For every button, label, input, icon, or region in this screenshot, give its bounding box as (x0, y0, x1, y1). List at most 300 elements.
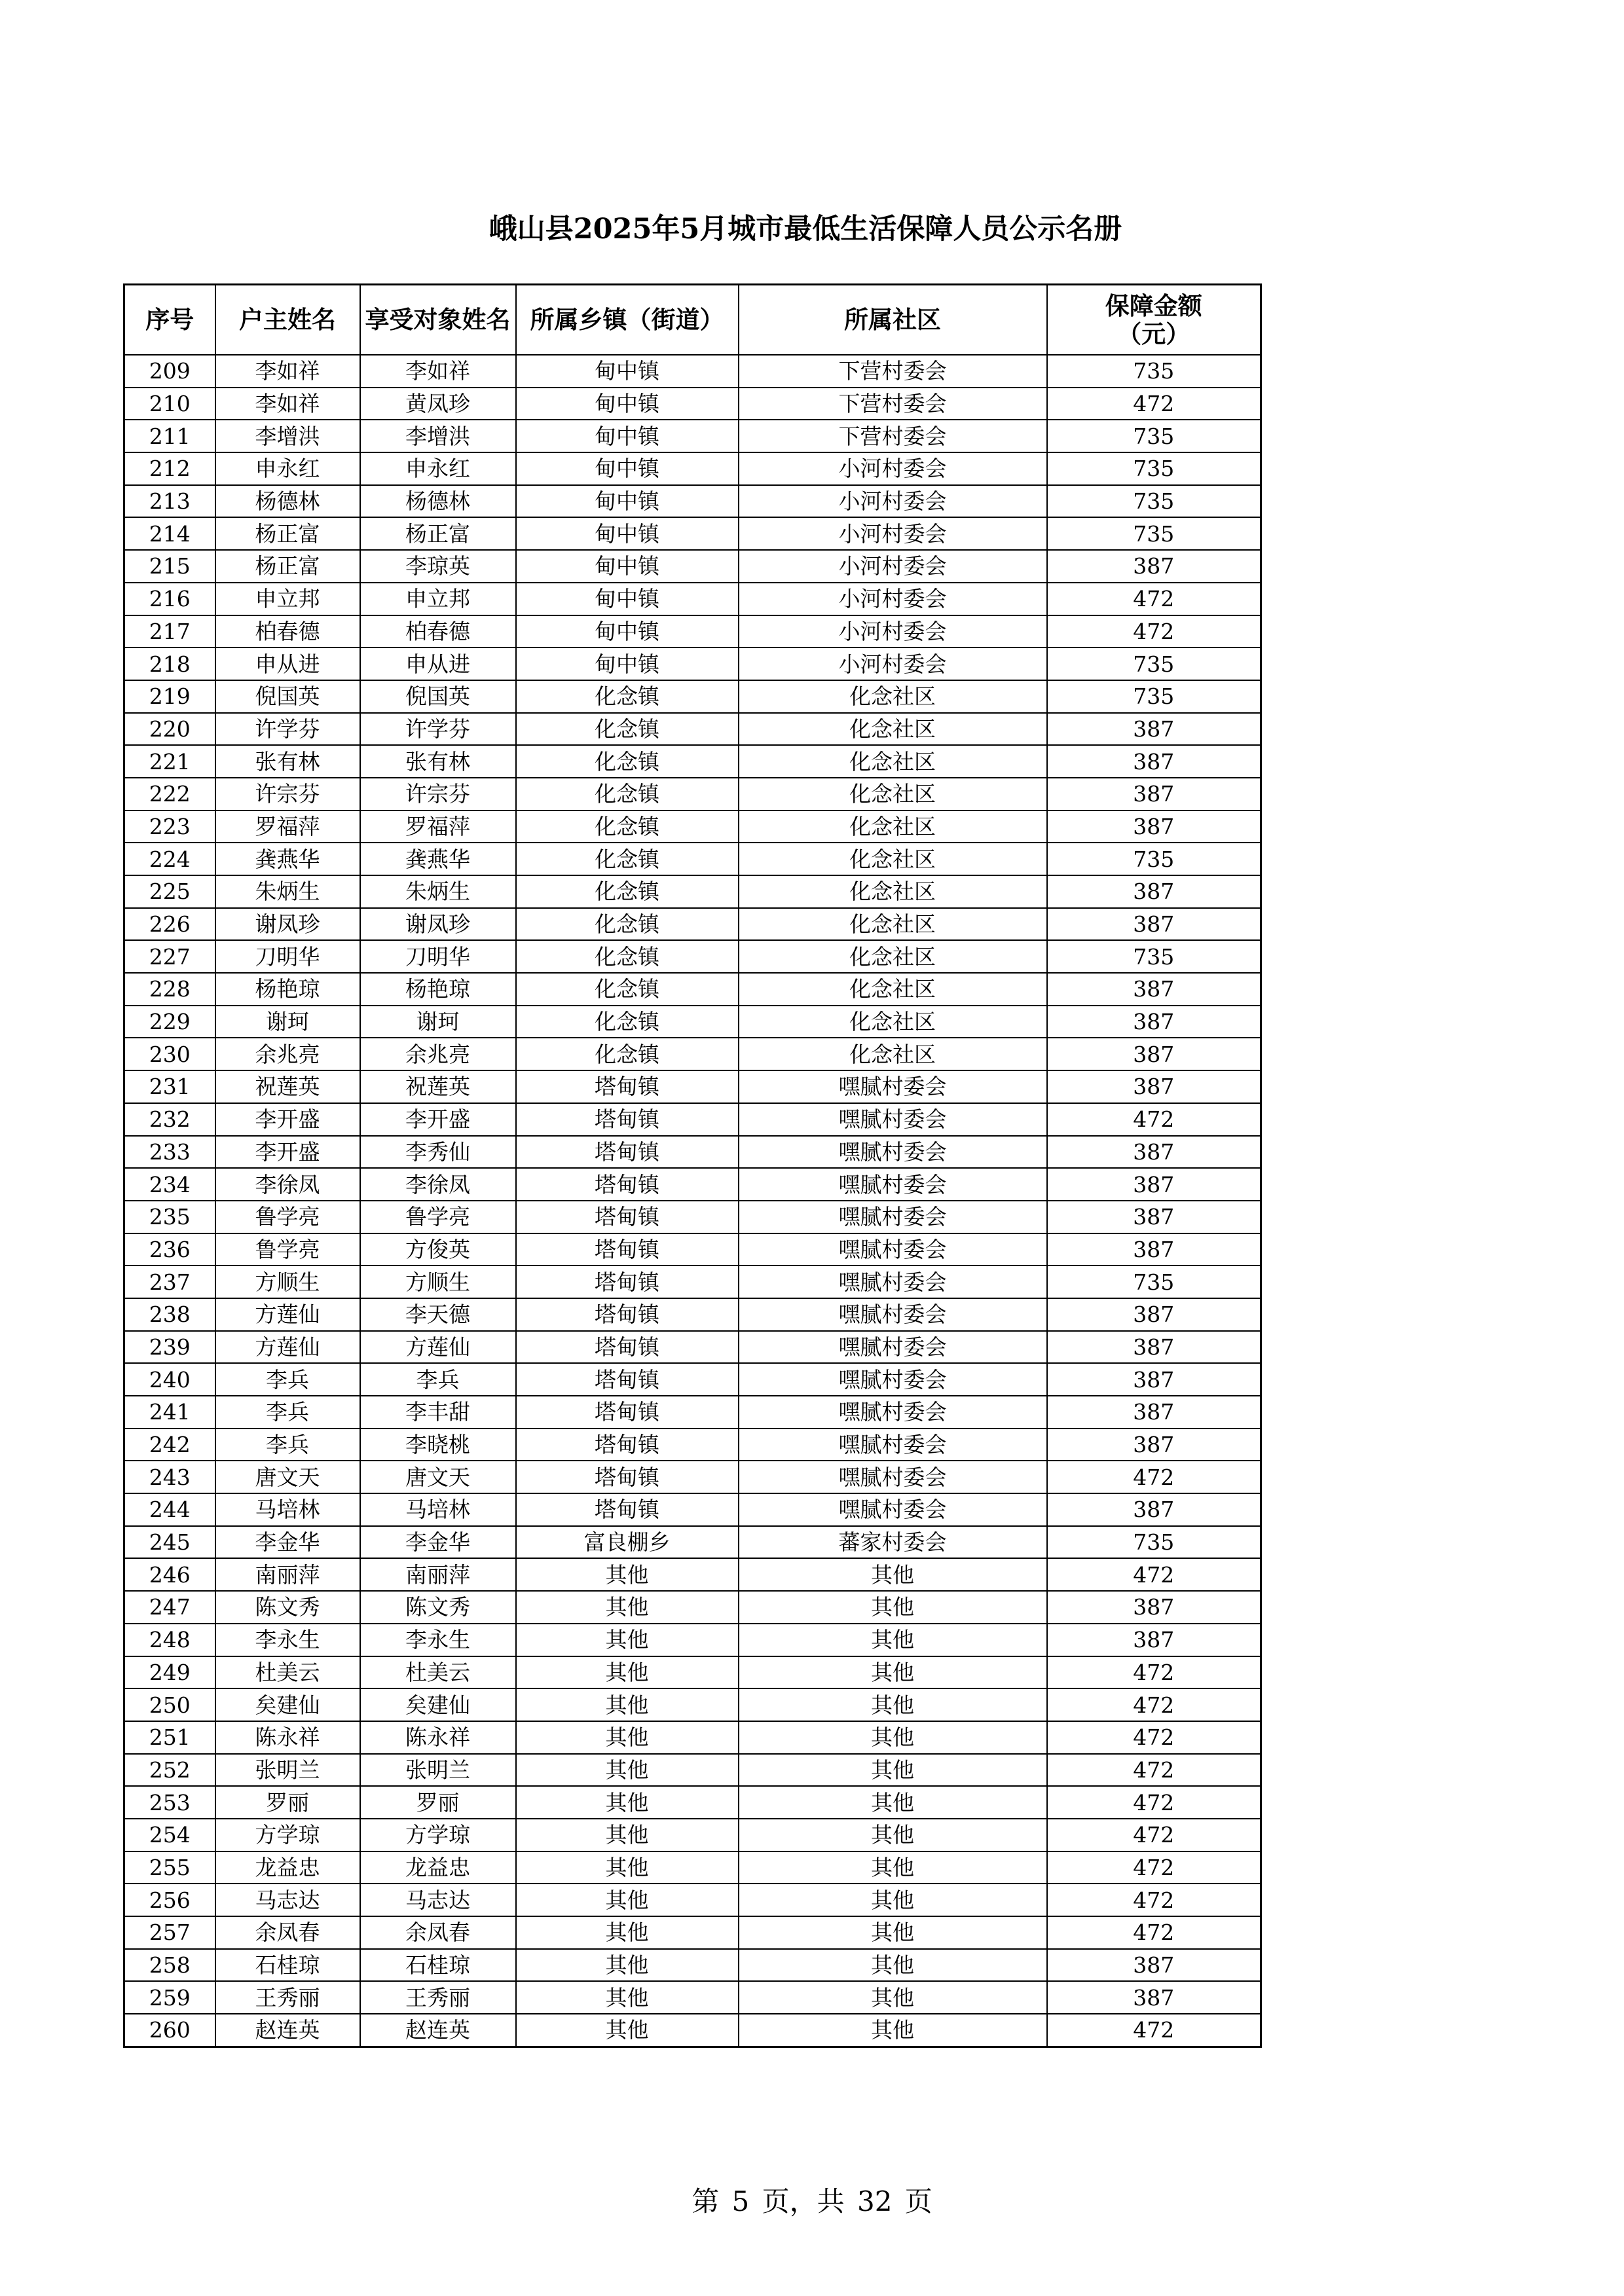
cell-community: 化念社区 (739, 1006, 1047, 1038)
cell-amount: 735 (1047, 355, 1261, 388)
cell-community: 其他 (739, 1558, 1047, 1591)
cell-township: 塔甸镇 (516, 1363, 739, 1396)
cell-index: 216 (124, 583, 215, 615)
cell-amount: 472 (1047, 583, 1261, 615)
table-row (124, 2014, 1261, 2047)
cell-beneficiary: 张明兰 (360, 1754, 516, 1787)
cell-index: 234 (124, 1168, 215, 1201)
table-row (124, 1233, 1261, 1266)
table-row (124, 1006, 1261, 1038)
cell-householder: 余凤春 (215, 1916, 360, 1949)
column-header-householder: 户主姓名 (215, 285, 360, 355)
cell-amount: 387 (1047, 778, 1261, 811)
cell-householder: 罗福萍 (215, 811, 360, 843)
cell-township: 其他 (516, 1721, 739, 1754)
cell-township: 其他 (516, 1754, 739, 1787)
cell-householder: 张有林 (215, 745, 360, 778)
cell-township: 甸中镇 (516, 355, 739, 388)
cell-index: 259 (124, 1981, 215, 2014)
cell-amount: 472 (1047, 1754, 1261, 1787)
cell-township: 塔甸镇 (516, 1331, 739, 1364)
cell-index: 248 (124, 1624, 215, 1656)
cell-amount: 472 (1047, 1721, 1261, 1754)
cell-index: 247 (124, 1591, 215, 1624)
cell-beneficiary: 祝莲英 (360, 1070, 516, 1103)
cell-index: 240 (124, 1363, 215, 1396)
cell-index: 256 (124, 1884, 215, 1916)
cell-householder: 李开盛 (215, 1103, 360, 1136)
cell-index: 245 (124, 1526, 215, 1559)
cell-township: 塔甸镇 (516, 1396, 739, 1429)
cell-beneficiary: 李琼英 (360, 550, 516, 583)
cell-householder: 李如祥 (215, 388, 360, 420)
cell-beneficiary: 杜美云 (360, 1656, 516, 1689)
cell-amount: 387 (1047, 1168, 1261, 1201)
cell-householder: 罗丽 (215, 1786, 360, 1819)
cell-amount: 387 (1047, 1136, 1261, 1169)
cell-index: 243 (124, 1461, 215, 1493)
cell-amount: 735 (1047, 647, 1261, 680)
cell-beneficiary: 许宗芬 (360, 778, 516, 811)
cell-beneficiary: 刀明华 (360, 940, 516, 973)
cell-township: 其他 (516, 1656, 739, 1689)
cell-amount: 387 (1047, 811, 1261, 843)
cell-amount: 387 (1047, 1949, 1261, 1982)
cell-index: 211 (124, 420, 215, 452)
cell-amount: 735 (1047, 420, 1261, 452)
cell-amount: 472 (1047, 388, 1261, 420)
cell-community: 嘿腻村委会 (739, 1396, 1047, 1429)
cell-beneficiary: 罗福萍 (360, 811, 516, 843)
table-row (124, 1884, 1261, 1916)
cell-householder: 许宗芬 (215, 778, 360, 811)
cell-township: 化念镇 (516, 973, 739, 1006)
cell-beneficiary: 鲁学亮 (360, 1201, 516, 1233)
cell-beneficiary: 谢凤珍 (360, 908, 516, 941)
cell-amount: 735 (1047, 1526, 1261, 1559)
cell-township: 其他 (516, 1949, 739, 1982)
column-header-community: 所属社区 (739, 285, 1047, 355)
cell-beneficiary: 杨正富 (360, 517, 516, 550)
table-row (124, 745, 1261, 778)
cell-beneficiary: 李增洪 (360, 420, 516, 452)
cell-township: 塔甸镇 (516, 1298, 739, 1331)
cell-community: 其他 (739, 1981, 1047, 2014)
cell-amount: 735 (1047, 452, 1261, 485)
cell-householder: 方莲仙 (215, 1331, 360, 1364)
cell-community: 嘿腻村委会 (739, 1331, 1047, 1364)
cell-amount: 387 (1047, 713, 1261, 746)
cell-community: 其他 (739, 1819, 1047, 1851)
cell-householder: 申立邦 (215, 583, 360, 615)
cell-township: 化念镇 (516, 713, 739, 746)
cell-householder: 杜美云 (215, 1656, 360, 1689)
cell-index: 244 (124, 1493, 215, 1526)
cell-community: 化念社区 (739, 1038, 1047, 1070)
cell-householder: 李徐凤 (215, 1168, 360, 1201)
cell-community: 小河村委会 (739, 647, 1047, 680)
cell-householder: 矣建仙 (215, 1688, 360, 1721)
cell-community: 嘿腻村委会 (739, 1266, 1047, 1298)
cell-township: 化念镇 (516, 1006, 739, 1038)
cell-community: 嘿腻村委会 (739, 1136, 1047, 1169)
cell-index: 236 (124, 1233, 215, 1266)
cell-township: 化念镇 (516, 1038, 739, 1070)
table-row (124, 452, 1261, 485)
cell-index: 254 (124, 1819, 215, 1851)
cell-index: 253 (124, 1786, 215, 1819)
cell-householder: 朱炳生 (215, 875, 360, 908)
cell-householder: 马培林 (215, 1493, 360, 1526)
cell-township: 塔甸镇 (516, 1136, 739, 1169)
cell-householder: 李兵 (215, 1396, 360, 1429)
cell-beneficiary: 李如祥 (360, 355, 516, 388)
cell-community: 下营村委会 (739, 420, 1047, 452)
cell-amount: 387 (1047, 550, 1261, 583)
cell-index: 231 (124, 1070, 215, 1103)
cell-township: 化念镇 (516, 908, 739, 941)
table-row (124, 1103, 1261, 1136)
table-row (124, 713, 1261, 746)
table-row (124, 1754, 1261, 1787)
cell-index: 224 (124, 843, 215, 875)
cell-index: 252 (124, 1754, 215, 1787)
cell-community: 小河村委会 (739, 615, 1047, 648)
cell-community: 其他 (739, 1624, 1047, 1656)
cell-amount: 387 (1047, 1493, 1261, 1526)
cell-householder: 杨正富 (215, 517, 360, 550)
cell-householder: 杨德林 (215, 485, 360, 518)
cell-beneficiary: 唐文天 (360, 1461, 516, 1493)
cell-amount: 472 (1047, 1819, 1261, 1851)
cell-index: 230 (124, 1038, 215, 1070)
table-row (124, 1298, 1261, 1331)
table-row (124, 778, 1261, 811)
cell-beneficiary: 李金华 (360, 1526, 516, 1559)
cell-community: 小河村委会 (739, 517, 1047, 550)
cell-township: 塔甸镇 (516, 1266, 739, 1298)
cell-householder: 杨正富 (215, 550, 360, 583)
table-row (124, 1038, 1261, 1070)
cell-community: 嘿腻村委会 (739, 1233, 1047, 1266)
cell-township: 甸中镇 (516, 550, 739, 583)
cell-beneficiary: 马志达 (360, 1884, 516, 1916)
cell-community: 其他 (739, 1591, 1047, 1624)
cell-township: 其他 (516, 1786, 739, 1819)
cell-township: 其他 (516, 2014, 739, 2047)
cell-amount: 472 (1047, 1916, 1261, 1949)
cell-index: 210 (124, 388, 215, 420)
cell-householder: 李开盛 (215, 1136, 360, 1169)
cell-beneficiary: 倪国英 (360, 680, 516, 713)
cell-beneficiary: 李兵 (360, 1363, 516, 1396)
cell-community: 化念社区 (739, 973, 1047, 1006)
cell-township: 化念镇 (516, 778, 739, 811)
cell-householder: 马志达 (215, 1884, 360, 1916)
table-row (124, 1363, 1261, 1396)
cell-householder: 祝莲英 (215, 1070, 360, 1103)
cell-beneficiary: 龙益忠 (360, 1851, 516, 1884)
cell-householder: 杨艳琼 (215, 973, 360, 1006)
cell-community: 其他 (739, 1884, 1047, 1916)
cell-beneficiary: 陈文秀 (360, 1591, 516, 1624)
cell-amount: 472 (1047, 615, 1261, 648)
cell-community: 蕃家村委会 (739, 1526, 1047, 1559)
cell-index: 212 (124, 452, 215, 485)
cell-index: 251 (124, 1721, 215, 1754)
cell-index: 229 (124, 1006, 215, 1038)
table-row (124, 1656, 1261, 1689)
table-row (124, 1949, 1261, 1982)
cell-amount: 472 (1047, 1688, 1261, 1721)
cell-householder: 鲁学亮 (215, 1201, 360, 1233)
cell-township: 甸中镇 (516, 420, 739, 452)
cell-index: 235 (124, 1201, 215, 1233)
column-header-beneficiary: 享受对象姓名 (360, 285, 516, 355)
cell-amount: 387 (1047, 1070, 1261, 1103)
cell-index: 222 (124, 778, 215, 811)
table-row (124, 517, 1261, 550)
cell-index: 246 (124, 1558, 215, 1591)
table-row (124, 908, 1261, 941)
cell-community: 小河村委会 (739, 485, 1047, 518)
cell-township: 其他 (516, 1916, 739, 1949)
cell-beneficiary: 李天德 (360, 1298, 516, 1331)
table-body (124, 355, 1261, 2047)
cell-township: 其他 (516, 1624, 739, 1656)
cell-township: 甸中镇 (516, 647, 739, 680)
cell-householder: 余兆亮 (215, 1038, 360, 1070)
cell-beneficiary: 谢珂 (360, 1006, 516, 1038)
cell-township: 化念镇 (516, 745, 739, 778)
cell-index: 250 (124, 1688, 215, 1721)
cell-householder: 石桂琼 (215, 1949, 360, 1982)
cell-index: 213 (124, 485, 215, 518)
cell-beneficiary: 杨艳琼 (360, 973, 516, 1006)
cell-amount: 735 (1047, 680, 1261, 713)
cell-householder: 唐文天 (215, 1461, 360, 1493)
cell-township: 甸中镇 (516, 583, 739, 615)
table-row (124, 550, 1261, 583)
cell-township: 甸中镇 (516, 452, 739, 485)
cell-householder: 陈文秀 (215, 1591, 360, 1624)
cell-householder: 李如祥 (215, 355, 360, 388)
cell-amount: 387 (1047, 1233, 1261, 1266)
cell-amount: 387 (1047, 1624, 1261, 1656)
cell-householder: 李兵 (215, 1429, 360, 1461)
table-row (124, 1136, 1261, 1169)
table-header-row (124, 285, 1261, 355)
cell-community: 嘿腻村委会 (739, 1429, 1047, 1461)
table-row (124, 1819, 1261, 1851)
cell-beneficiary: 杨德林 (360, 485, 516, 518)
cell-householder: 李增洪 (215, 420, 360, 452)
cell-community: 其他 (739, 1786, 1047, 1819)
cell-community: 化念社区 (739, 680, 1047, 713)
table-row (124, 811, 1261, 843)
cell-householder: 谢珂 (215, 1006, 360, 1038)
table-row (124, 1558, 1261, 1591)
table-row (124, 1396, 1261, 1429)
cell-householder: 龚燕华 (215, 843, 360, 875)
cell-township: 甸中镇 (516, 485, 739, 518)
cell-beneficiary: 李永生 (360, 1624, 516, 1656)
cell-township: 其他 (516, 1819, 739, 1851)
cell-index: 232 (124, 1103, 215, 1136)
cell-amount: 472 (1047, 1103, 1261, 1136)
cell-index: 257 (124, 1916, 215, 1949)
table-row (124, 647, 1261, 680)
cell-index: 223 (124, 811, 215, 843)
table-row (124, 1266, 1261, 1298)
cell-amount: 735 (1047, 485, 1261, 518)
cell-township: 其他 (516, 1981, 739, 2014)
cell-amount: 387 (1047, 1396, 1261, 1429)
cell-beneficiary: 李秀仙 (360, 1136, 516, 1169)
cell-index: 209 (124, 355, 215, 388)
cell-index: 237 (124, 1266, 215, 1298)
cell-community: 其他 (739, 1688, 1047, 1721)
cell-index: 228 (124, 973, 215, 1006)
cell-community: 化念社区 (739, 778, 1047, 811)
cell-householder: 申从进 (215, 647, 360, 680)
cell-beneficiary: 申立邦 (360, 583, 516, 615)
cell-amount: 735 (1047, 1266, 1261, 1298)
cell-householder: 龙益忠 (215, 1851, 360, 1884)
table-row (124, 680, 1261, 713)
cell-householder: 王秀丽 (215, 1981, 360, 2014)
cell-beneficiary: 黄凤珍 (360, 388, 516, 420)
cell-township: 其他 (516, 1558, 739, 1591)
cell-beneficiary: 李晓桃 (360, 1429, 516, 1461)
page-footer: 第 5 页，共 32 页 (692, 2185, 932, 2217)
cell-community: 其他 (739, 1949, 1047, 1982)
cell-township: 化念镇 (516, 811, 739, 843)
cell-beneficiary: 罗丽 (360, 1786, 516, 1819)
cell-township: 甸中镇 (516, 615, 739, 648)
cell-township: 甸中镇 (516, 517, 739, 550)
cell-amount: 735 (1047, 940, 1261, 973)
cell-index: 233 (124, 1136, 215, 1169)
cell-index: 226 (124, 908, 215, 941)
cell-amount: 472 (1047, 1884, 1261, 1916)
cell-community: 小河村委会 (739, 452, 1047, 485)
cell-amount: 387 (1047, 1006, 1261, 1038)
cell-community: 其他 (739, 1916, 1047, 1949)
cell-amount: 472 (1047, 1461, 1261, 1493)
cell-index: 220 (124, 713, 215, 746)
cell-community: 嘿腻村委会 (739, 1168, 1047, 1201)
cell-township: 化念镇 (516, 940, 739, 973)
table-row (124, 615, 1261, 648)
cell-township: 甸中镇 (516, 388, 739, 420)
cell-community: 化念社区 (739, 811, 1047, 843)
cell-index: 255 (124, 1851, 215, 1884)
cell-householder: 张明兰 (215, 1754, 360, 1787)
table-row (124, 843, 1261, 875)
cell-amount: 387 (1047, 1038, 1261, 1070)
cell-township: 塔甸镇 (516, 1168, 739, 1201)
cell-amount: 472 (1047, 1786, 1261, 1819)
cell-beneficiary: 方顺生 (360, 1266, 516, 1298)
cell-beneficiary: 朱炳生 (360, 875, 516, 908)
table-row (124, 1201, 1261, 1233)
column-header-township: 所属乡镇（街道） (516, 285, 739, 355)
cell-householder: 鲁学亮 (215, 1233, 360, 1266)
cell-beneficiary: 南丽萍 (360, 1558, 516, 1591)
cell-householder: 李兵 (215, 1363, 360, 1396)
cell-index: 242 (124, 1429, 215, 1461)
cell-amount: 387 (1047, 875, 1261, 908)
cell-community: 嘿腻村委会 (739, 1070, 1047, 1103)
cell-community: 小河村委会 (739, 583, 1047, 615)
table-row (124, 1526, 1261, 1559)
cell-beneficiary: 申从进 (360, 647, 516, 680)
cell-amount: 472 (1047, 1656, 1261, 1689)
cell-householder: 赵连英 (215, 2014, 360, 2047)
cell-beneficiary: 马培林 (360, 1493, 516, 1526)
cell-community: 化念社区 (739, 875, 1047, 908)
cell-township: 塔甸镇 (516, 1493, 739, 1526)
cell-community: 下营村委会 (739, 388, 1047, 420)
cell-township: 其他 (516, 1884, 739, 1916)
cell-amount: 472 (1047, 2014, 1261, 2047)
cell-community: 其他 (739, 1656, 1047, 1689)
cell-community: 嘿腻村委会 (739, 1493, 1047, 1526)
cell-township: 其他 (516, 1591, 739, 1624)
cell-township: 塔甸镇 (516, 1429, 739, 1461)
table-row (124, 420, 1261, 452)
table-row (124, 1916, 1261, 1949)
cell-amount: 387 (1047, 745, 1261, 778)
cell-township: 其他 (516, 1688, 739, 1721)
table-row (124, 1624, 1261, 1656)
cell-householder: 柏春德 (215, 615, 360, 648)
cell-community: 化念社区 (739, 713, 1047, 746)
table-row (124, 583, 1261, 615)
cell-township: 化念镇 (516, 680, 739, 713)
column-header-amount: 保障金额 （元） (1047, 285, 1261, 355)
cell-beneficiary: 余兆亮 (360, 1038, 516, 1070)
cell-beneficiary: 李开盛 (360, 1103, 516, 1136)
cell-beneficiary: 余凤春 (360, 1916, 516, 1949)
cell-community: 嘿腻村委会 (739, 1298, 1047, 1331)
roster-table (123, 283, 1262, 2048)
table-row (124, 1429, 1261, 1461)
cell-township: 塔甸镇 (516, 1201, 739, 1233)
cell-beneficiary: 许学芬 (360, 713, 516, 746)
table-row (124, 973, 1261, 1006)
cell-township: 化念镇 (516, 843, 739, 875)
cell-index: 215 (124, 550, 215, 583)
cell-householder: 陈永祥 (215, 1721, 360, 1754)
cell-householder: 许学芬 (215, 713, 360, 746)
cell-index: 221 (124, 745, 215, 778)
table-row (124, 1721, 1261, 1754)
cell-community: 其他 (739, 2014, 1047, 2047)
cell-community: 嘿腻村委会 (739, 1461, 1047, 1493)
cell-householder: 申永红 (215, 452, 360, 485)
cell-amount: 387 (1047, 1429, 1261, 1461)
table-row (124, 1331, 1261, 1364)
cell-index: 238 (124, 1298, 215, 1331)
cell-index: 214 (124, 517, 215, 550)
table-row (124, 1851, 1261, 1884)
cell-township: 塔甸镇 (516, 1070, 739, 1103)
cell-beneficiary: 石桂琼 (360, 1949, 516, 1982)
cell-beneficiary: 方学琼 (360, 1819, 516, 1851)
table-row (124, 1591, 1261, 1624)
